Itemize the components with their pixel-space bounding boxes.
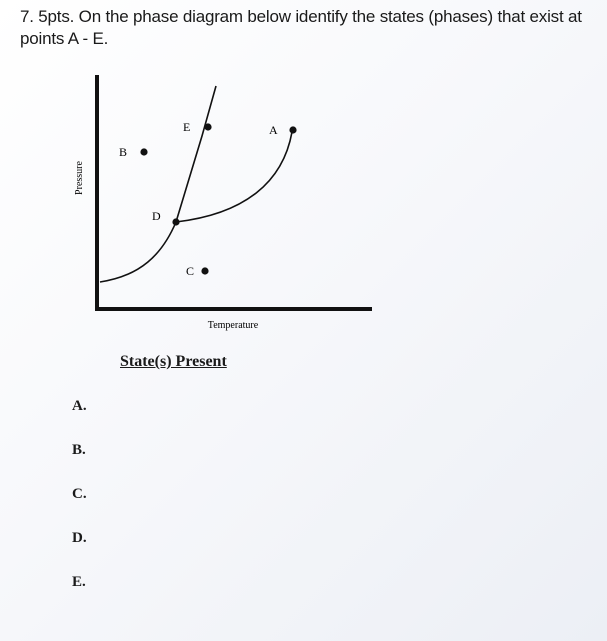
y-axis-label: Pressure <box>74 161 85 195</box>
vaporization-curve <box>176 132 292 222</box>
answer-label-d: D. <box>72 530 87 546</box>
question-line-2: points A - E. <box>20 29 109 48</box>
point-b-marker <box>140 148 147 155</box>
answer-label-b: B. <box>72 442 86 458</box>
answer-label-e: E. <box>72 574 86 590</box>
point-b-label: B <box>119 145 128 159</box>
states-title: State(s) Present <box>120 353 227 370</box>
point-a-label: A <box>269 123 278 137</box>
melting-curve <box>176 86 216 222</box>
point-e-label: E <box>183 120 191 134</box>
point-d-marker <box>172 218 179 225</box>
point-c-marker <box>201 267 208 274</box>
point-d-label: D <box>152 209 161 223</box>
point-a-marker <box>289 126 296 133</box>
x-axis-label: Temperature <box>207 320 259 331</box>
answer-label-c: C. <box>72 486 87 502</box>
sublimation-curve <box>100 222 176 282</box>
point-c-label: C <box>186 264 195 278</box>
point-e-marker <box>204 123 211 130</box>
answer-label-a: A. <box>72 398 87 414</box>
question-line-1: 7. 5pts. On the phase diagram below identify the states (phases) that exist at <box>20 7 582 26</box>
